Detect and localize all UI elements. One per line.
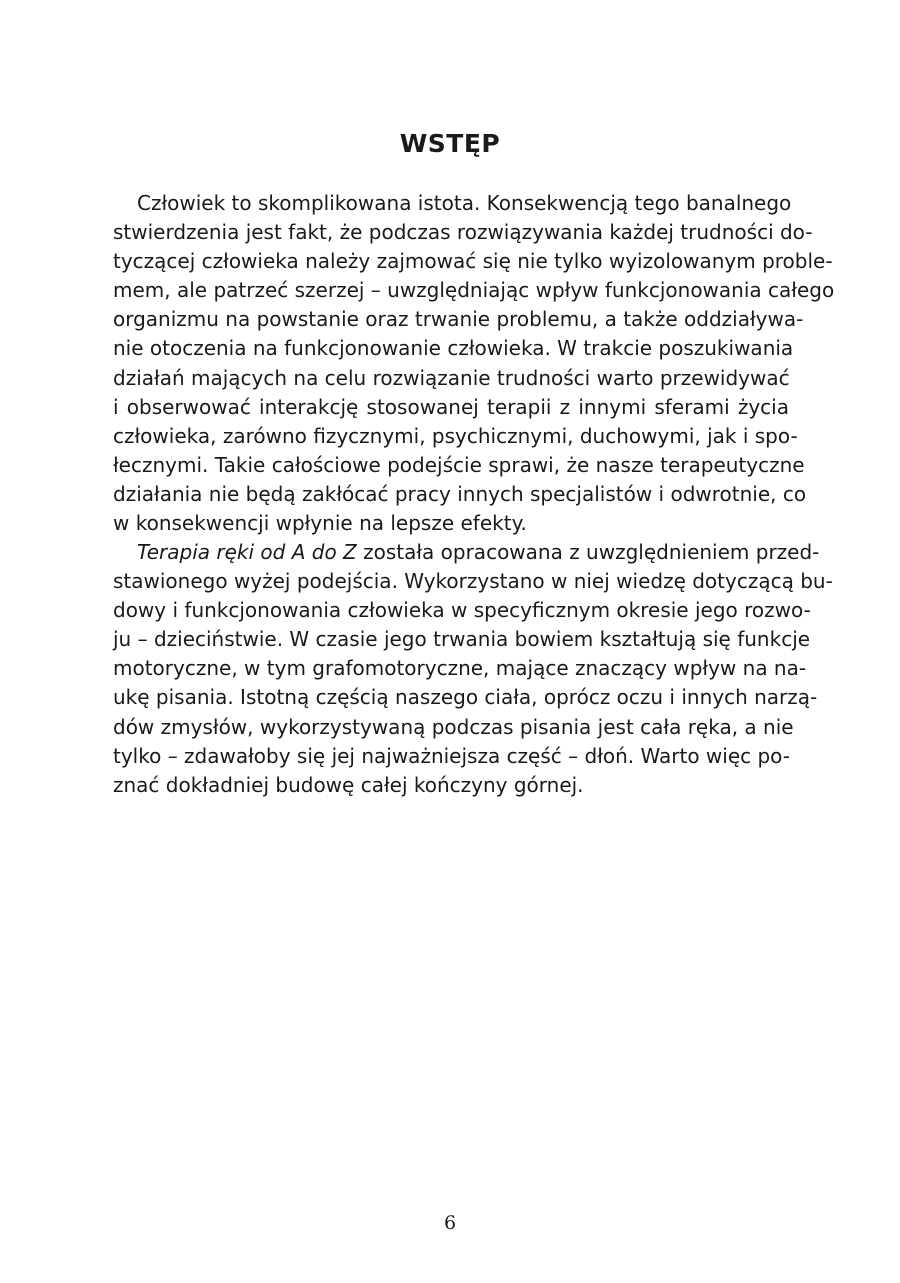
text-line: ukę pisania. Istotną częścią naszego ciała, oprócz oczu i innych narzą-	[113, 685, 818, 710]
text-line: działania nie będą zakłócać pracy innych specjalistów i odwrotnie, co	[113, 481, 807, 506]
text-line: stwierdzenia jest fakt, że podczas rozwiązywania każdej trudności do-	[113, 220, 813, 245]
text-line: znać dokładniej budowę całej kończyny górnej.	[113, 772, 584, 797]
text-line: tylko – zdawałoby się jej najważniejsza część – dłoń. Warto więc po-	[113, 743, 791, 768]
text-line: dów zmysłów, wykorzystywaną podczas pisania jest cała ręka, a nie	[113, 714, 794, 739]
text-line	[113, 538, 820, 567]
text-line: dowy i funkcjonowania człowieka w specyficznym okresie jego rozwo-	[113, 598, 811, 623]
text-line: motoryczne, w tym grafomotoryczne, mające znaczący wpływ na na-	[113, 656, 807, 681]
text-line: stawionego wyżej podejścia. Wykorzystano w niej wiedzę dotyczącą bu-	[113, 569, 833, 594]
text-line: w konsekwencji wpłynie na lepsze efekty.	[113, 511, 527, 536]
page-number: 6	[443, 1212, 457, 1234]
paragraph-book-description	[113, 538, 833, 800]
text-line: ju – dzieciństwie. W czasie jego trwania bowiem kształtują się funkcje	[113, 627, 811, 652]
text-line: tyczącej człowieka należy zajmować się nie tylko wyizolowanym proble-	[113, 249, 833, 274]
text-fragment: została opracowana z uwzględnieniem przed-	[356, 540, 820, 564]
text-line: działań mających na celu rozwiązanie trudności warto przewidywać	[113, 365, 790, 390]
book-title: Terapia ręki od A do Z	[137, 540, 357, 564]
text-line: i obserwować interakcję stosowanej terapii z innymi sferami życia	[113, 394, 789, 419]
text-line: nie otoczenia na funkcjonowanie człowieka. W trakcie poszukiwania	[113, 336, 794, 361]
text-line: łecznymi. Takie całościowe podejście sprawi, że nasze terapeutyczne	[113, 452, 805, 477]
text-line: organizmu na powstanie oraz trwanie problemu, a także oddziaływa-	[113, 307, 804, 332]
text-line: człowieka, zarówno fizycznymi, psychicznymi, duchowymi, jak i spo-	[113, 423, 798, 448]
text-line: mem, ale patrzeć szerzej – uwzględniając wpływ funkcjonowania całego	[113, 278, 835, 303]
chapter-title: WSTĘP	[399, 129, 501, 158]
text-line: Człowiek to skomplikowana istota. Konsekwencją tego banalnego	[137, 191, 792, 215]
paragraph-intro	[113, 189, 835, 538]
